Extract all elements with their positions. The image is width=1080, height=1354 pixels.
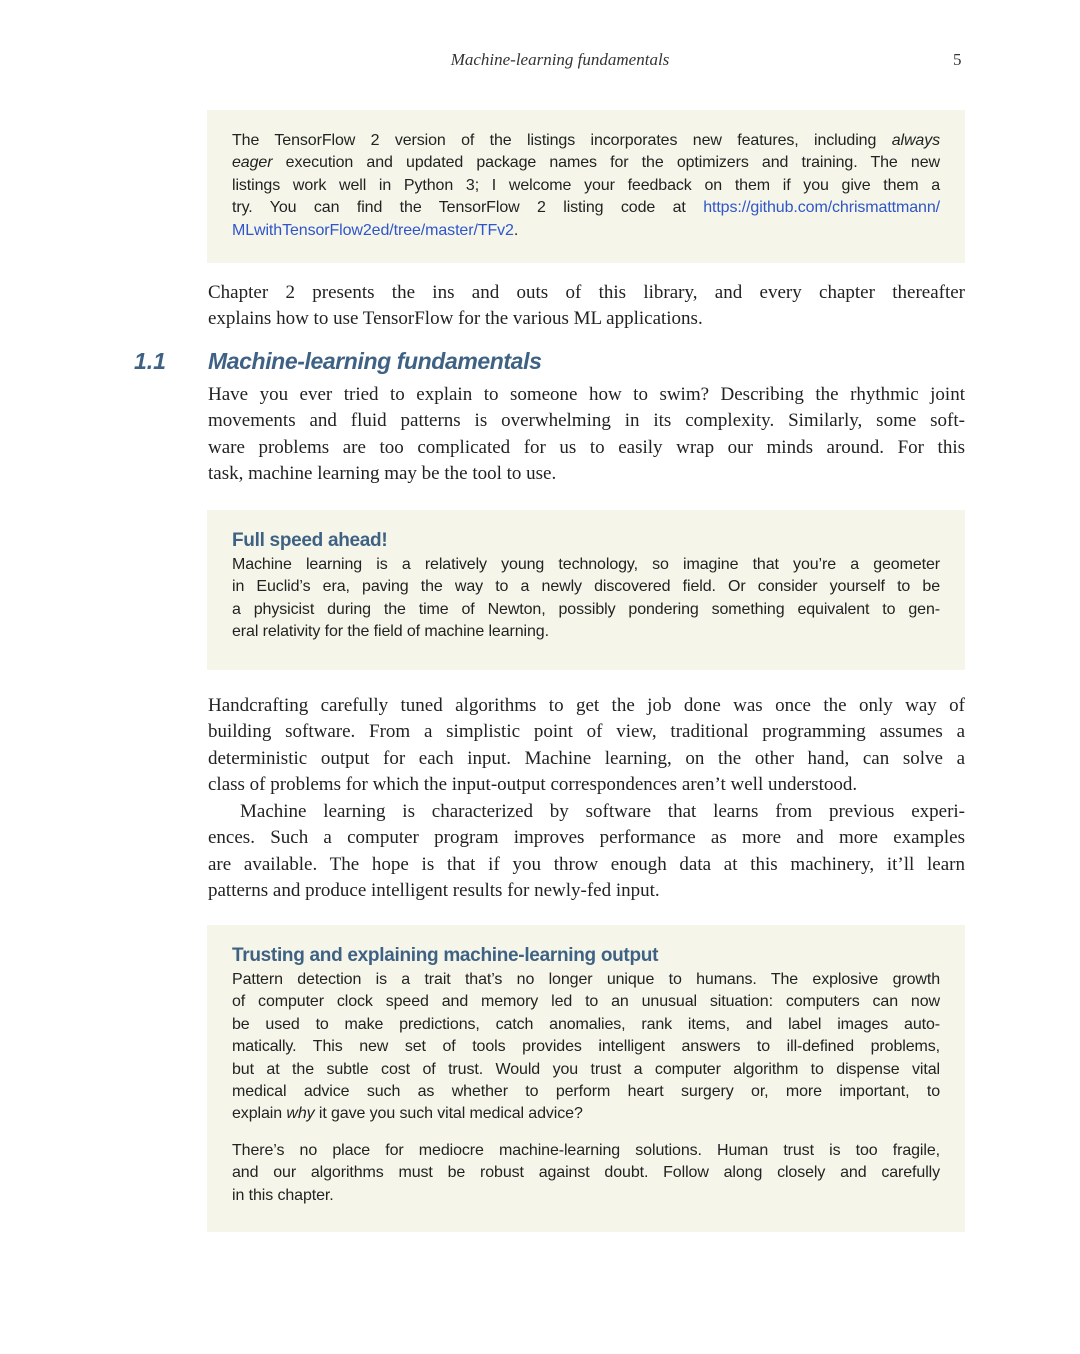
section-title: Machine-learning fundamentals xyxy=(208,348,542,374)
body-text-line: deterministic output for each input. Machine learning, on the other hand, can solve a xyxy=(208,747,965,769)
github-link[interactable]: MLwithTensorFlow2ed/tree/master/TFv2 xyxy=(232,221,514,239)
text-segment: listings work well in Python 3; I welcome your feedback on them if you give them a xyxy=(232,176,940,194)
body-text-line: building software. From a simplistic point of view, traditional programming assumes a xyxy=(208,721,965,743)
body-text-line: Machine learning is characterized by software that learns from previous experi- xyxy=(240,801,965,822)
text-line xyxy=(232,1140,940,1162)
section-number: 1.1 xyxy=(134,348,166,374)
text-line xyxy=(232,599,940,621)
body-text-line: ware problems are too complicated for us to easily wrap our minds around. For this xyxy=(208,436,965,458)
text-segment: and our algorithms must be robust against doubt. Follow along closely and carefully xyxy=(232,1164,940,1182)
text-segment: eral relativity for the field of machine learning. xyxy=(232,623,549,641)
text-line xyxy=(232,1081,940,1103)
text-segment: try. You can find the TensorFlow 2 listing code at xyxy=(232,199,704,217)
text-segment: eager xyxy=(232,154,273,172)
github-link[interactable]: https://github.com/chrismattmann/ xyxy=(703,199,940,217)
body-text-line: movements and fluid patterns is overwhelming in its complexity. Similarly, some soft- xyxy=(208,410,965,432)
text-line xyxy=(232,1185,940,1207)
body-text-line: task, machine learning may be the tool to use. xyxy=(208,462,557,484)
sidebar-box-trusting xyxy=(207,925,965,1232)
text-segment: a physicist during the time of Newton, possibly pondering something equivalent to gen- xyxy=(232,600,940,618)
text-segment: in Euclid’s era, paving the way to a newly discovered field. Or consider yourself to be xyxy=(232,578,940,596)
text-segment: be used to make predictions, catch anomalies, rank items, and label images auto- xyxy=(232,1015,940,1033)
body-text-line: Have you ever tried to explain to someone how to swim? Describing the rhythmic joint xyxy=(208,384,965,405)
body-text-line: explains how to use TensorFlow for the various ML applications. xyxy=(208,308,703,330)
note-box-body xyxy=(232,130,940,242)
text-line xyxy=(232,991,940,1013)
text-segment: in this chapter. xyxy=(232,1186,334,1204)
note-box-tensorflow2 xyxy=(207,110,965,263)
text-line xyxy=(232,1014,940,1036)
paragraph-characterized xyxy=(208,799,965,904)
text-line xyxy=(232,130,940,152)
text-segment: but at the subtle cost of trust. Would you trust a computer algorithm to dispense vital xyxy=(232,1060,940,1078)
text-line xyxy=(232,1162,940,1184)
text-line xyxy=(232,1059,940,1081)
text-segment: explain xyxy=(232,1105,287,1123)
body-text-line: ences. Such a computer program improves performance as more and more examples xyxy=(208,827,965,849)
text-segment: it gave you such vital medical advice? xyxy=(314,1105,583,1123)
paragraph-handcrafting xyxy=(208,693,965,798)
text-segment: There’s no place for mediocre machine-learning solutions. Human trust is too fragile, xyxy=(232,1141,940,1159)
text-line xyxy=(232,152,940,174)
running-header-title: Machine-learning fundamentals xyxy=(450,50,670,69)
page-number: 5 xyxy=(953,50,962,69)
text-line xyxy=(232,1103,940,1125)
text-segment: why xyxy=(286,1105,315,1123)
body-text-line: Handcrafting carefully tuned algorithms to get the job done was once the only way of xyxy=(208,695,965,716)
sidebar-box-title: Full speed ahead! xyxy=(232,530,388,551)
sidebar-box-full-speed xyxy=(207,510,965,670)
text-line xyxy=(232,969,940,991)
text-segment: medical advice such as whether to perform heart surgery or, more important, to xyxy=(232,1082,940,1100)
text-segment: Pattern detection is a trait that’s no longer unique to humans. The explosive growth xyxy=(232,971,940,988)
text-line xyxy=(232,554,940,576)
paragraph-intro xyxy=(208,382,965,487)
body-text-line: class of problems for which the input-output correspondences aren’t well understood. xyxy=(208,773,858,795)
text-segment: Machine learning is a relatively young technology, so imagine that you’re a geometer xyxy=(232,556,940,573)
sidebar-box-body-2 xyxy=(232,1140,940,1207)
text-line xyxy=(232,576,940,598)
running-header xyxy=(0,50,1080,74)
text-line xyxy=(232,220,940,242)
sidebar-box-body xyxy=(232,969,940,1126)
text-segment: The TensorFlow 2 version of the listings incorporates new features, including xyxy=(232,132,892,149)
paragraph-chapter2 xyxy=(208,280,965,333)
text-segment: execution and updated package names for the optimizers and training. The new xyxy=(272,154,940,172)
body-text-line: patterns and produce intelligent results for newly-fed input. xyxy=(208,879,660,901)
body-text-line: are available. The hope is that if you throw enough data at this machinery, it’ll learn xyxy=(208,853,965,875)
text-line xyxy=(232,175,940,197)
text-segment: always xyxy=(891,132,940,149)
text-segment: of computer clock speed and memory led to an unusual situation: computers can now xyxy=(232,993,940,1011)
sidebar-box-title: Trusting and explaining machine-learning output xyxy=(232,945,659,966)
text-line xyxy=(232,197,940,219)
sidebar-box-body xyxy=(232,554,940,644)
body-text-line: Chapter 2 presents the ins and outs of this library, and every chapter thereafter xyxy=(208,282,965,303)
text-segment: matically. This new set of tools provides intelligent answers to ill-defined problems, xyxy=(232,1038,940,1056)
text-line xyxy=(232,1036,940,1058)
text-line xyxy=(232,621,940,643)
text-segment: . xyxy=(513,221,519,239)
